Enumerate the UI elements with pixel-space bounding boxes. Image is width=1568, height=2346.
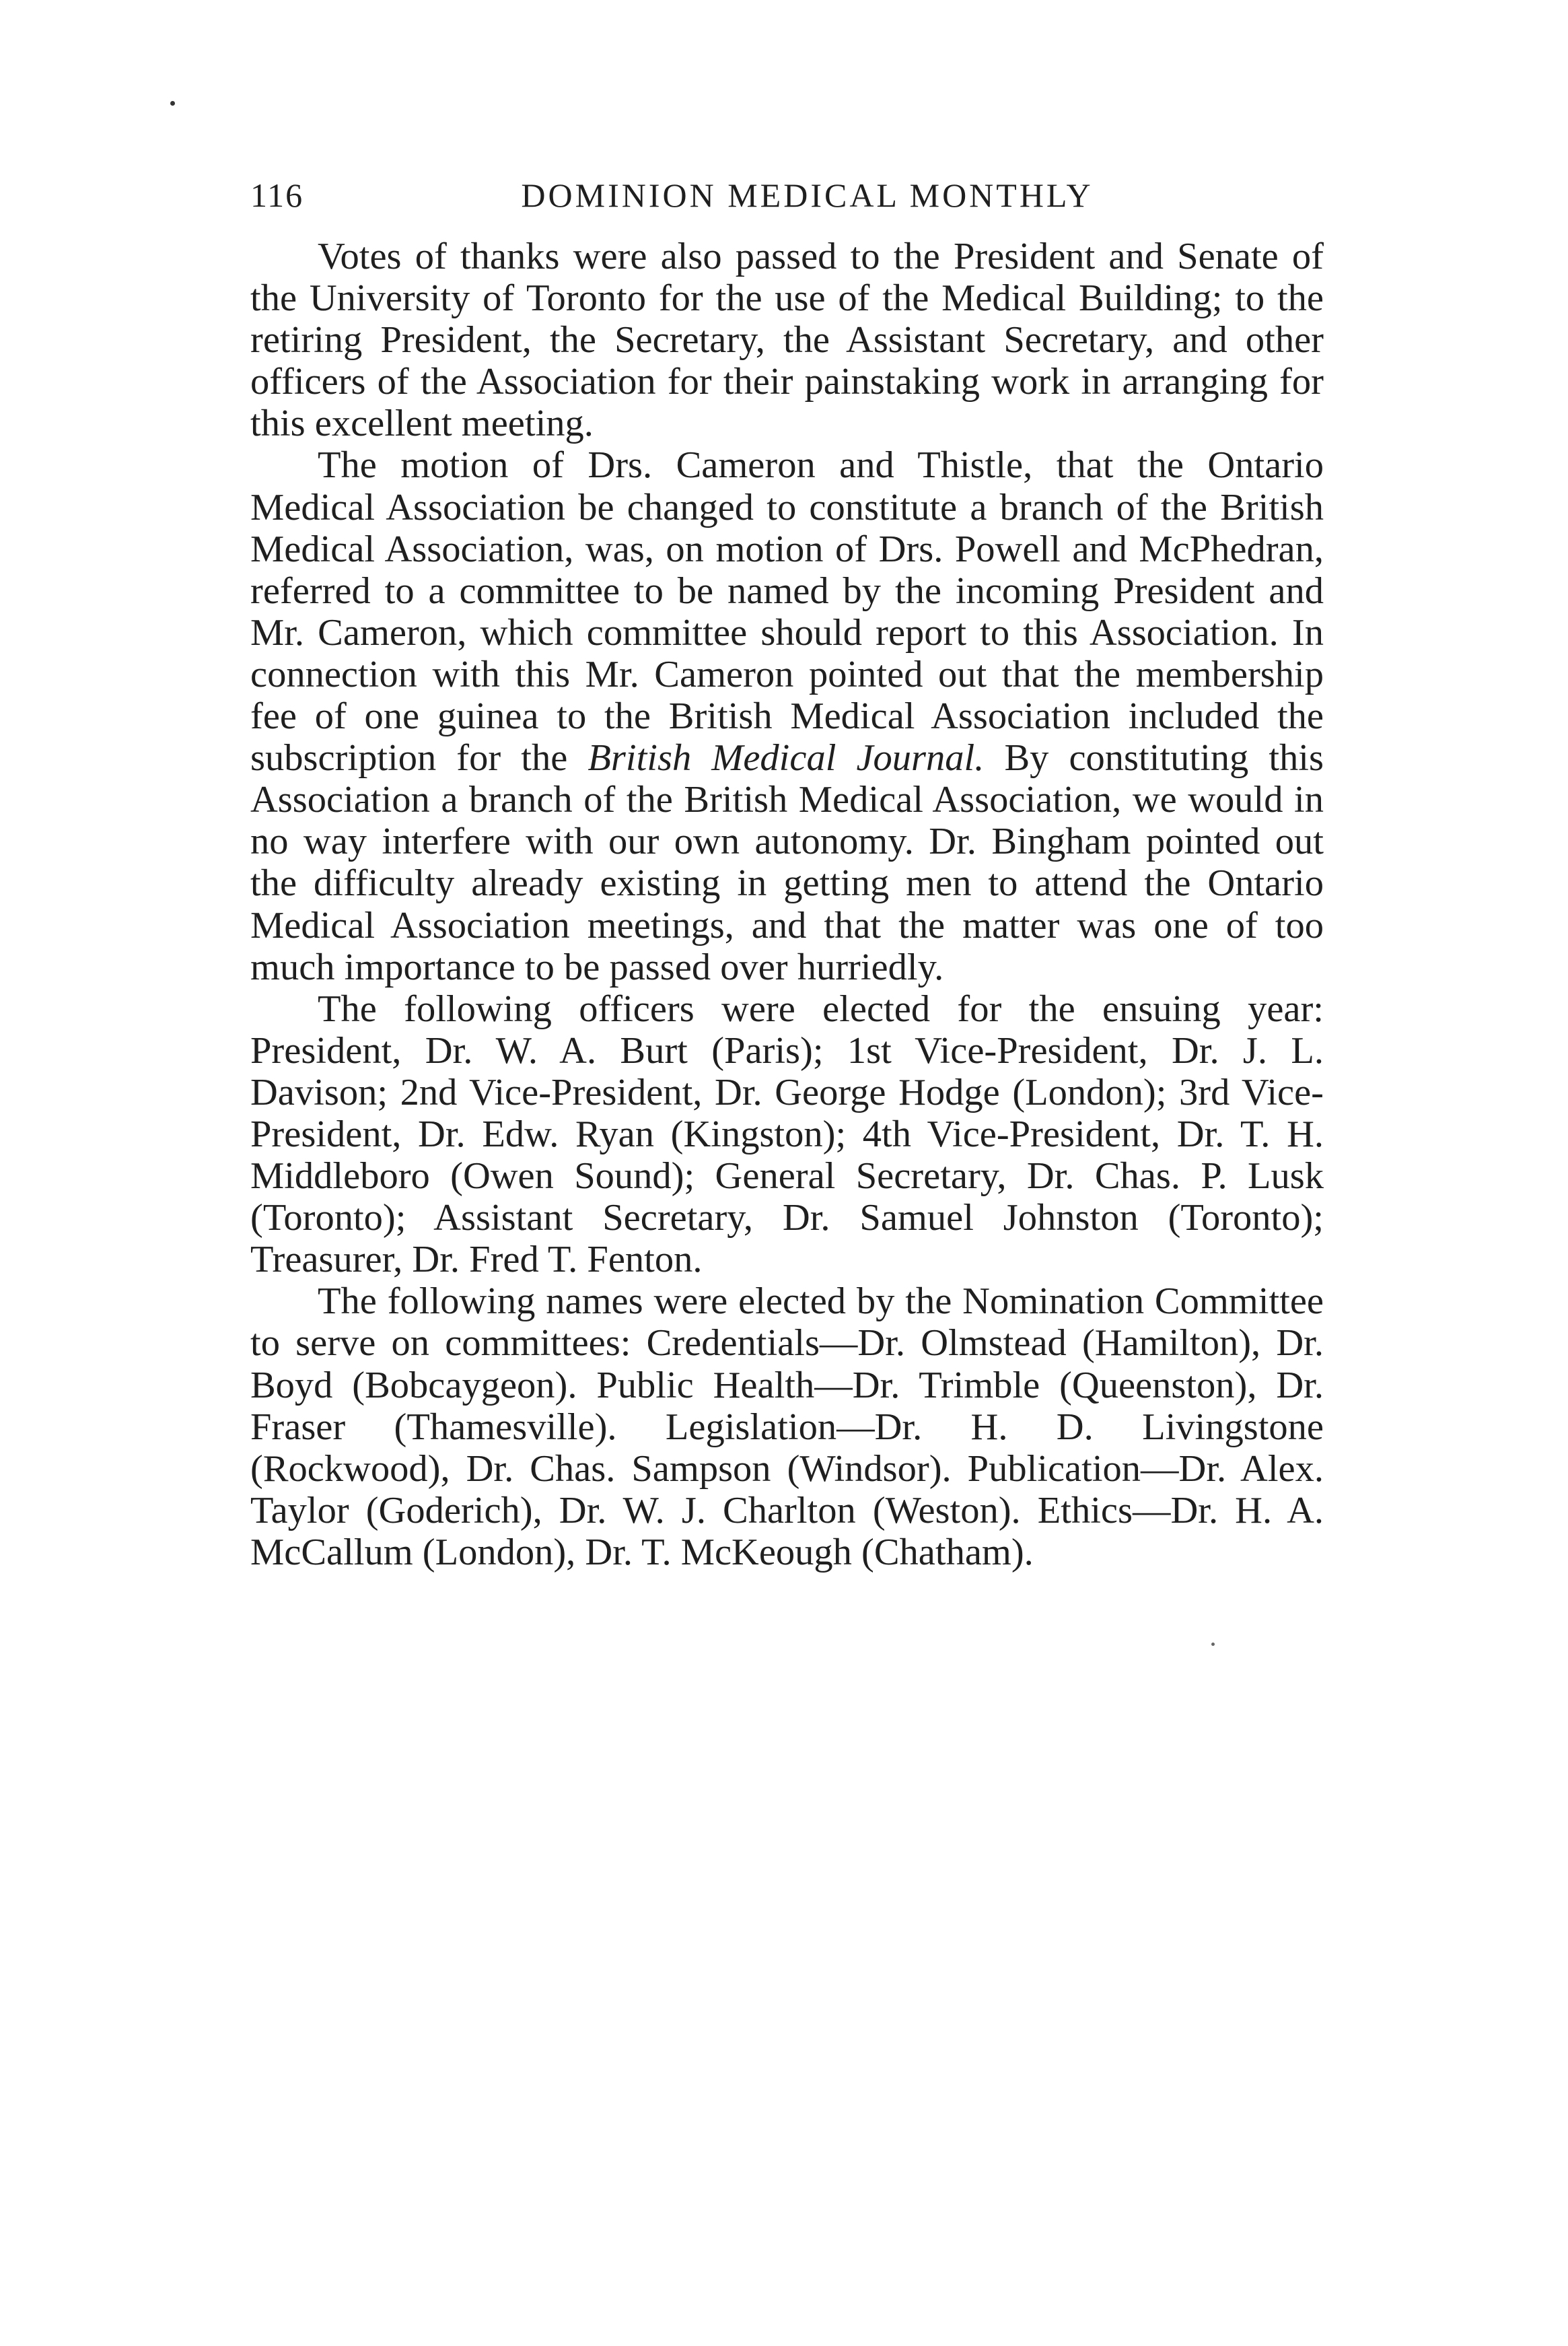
paragraph-text: By constituting this Association a branch of the British Medical Association, we would in no way interfere with our own autonomy. Dr. Bingham pointed out the difficulty already existing in getting men to attend the Ontario Medical Association meetings, and that the matter was one of too much importance to be passed over hurriedly. — [250, 737, 1324, 988]
print-speck — [170, 101, 175, 106]
page-number: 116 — [250, 176, 304, 214]
paragraph-officers-elected: The following officers were elected for the ensuing year: President, Dr. W. A. Burt (Paris); 1st Vice-President, Dr. J. L. Davison; 2nd Vice-President, Dr. George Hodge (London); 3rd Vice-President, Dr. Edw. Ryan (Kingston); 4th Vice-President, Dr. T. H. Middleboro (Owen Sound); General Secretary, Dr. Chas. P. Lusk (Toronto); Assistant Secretary, Dr. Samuel Johnston (Toronto); Treasurer, Dr. Fred T. Fenton. — [250, 988, 1324, 1281]
paragraph-votes-of-thanks: Votes of thanks were also passed to the President and Senate of the University of Toronto for the use of the Medical Building; to the retiring President, the Secretary, the Assistant Secretary, and other officers of the Association for their painstaking work in arranging for this excellent meeting. — [250, 236, 1324, 445]
paragraph-text: The motion of Drs. Cameron and Thistle, that the Ontario Medical Association be changed to constitute a branch of the British Medical Association, was, on motion of Drs. Powell and McPhedran, referred to a committee to be named by the incoming President and Mr. Cameron, which committee should report to this Association. In connection with this Mr. Cameron pointed out that the membership fee of one guinea to the British Medical Association included the subscription for the — [250, 444, 1324, 780]
journal-title: DOMINION MEDICAL MONTHLY — [521, 176, 1094, 214]
running-head — [250, 172, 1324, 219]
article-body — [250, 236, 1324, 1573]
paragraph-bma-motion — [250, 444, 1324, 988]
paragraph-committees: The following names were elected by the Nomination Committee to serve on committees: Credentials—Dr. Olmstead (Hamilton), Dr. Boyd (Bobcaygeon). Public Health—Dr. Trimble (Queenston), Dr. Fraser (Thamesville). Legislation—Dr. H. D. Livingstone (Rockwood), Dr. Chas. Sampson (Windsor). Publication—Dr. Alex. Taylor (Goderich), Dr. W. J. Charlton (Weston). Ethics—Dr. H. A. McCallum (London), Dr. T. McKeough (Chatham). — [250, 1280, 1324, 1573]
print-speck — [1211, 1643, 1215, 1646]
journal-name-italic: British Medical Journal. — [587, 737, 985, 780]
